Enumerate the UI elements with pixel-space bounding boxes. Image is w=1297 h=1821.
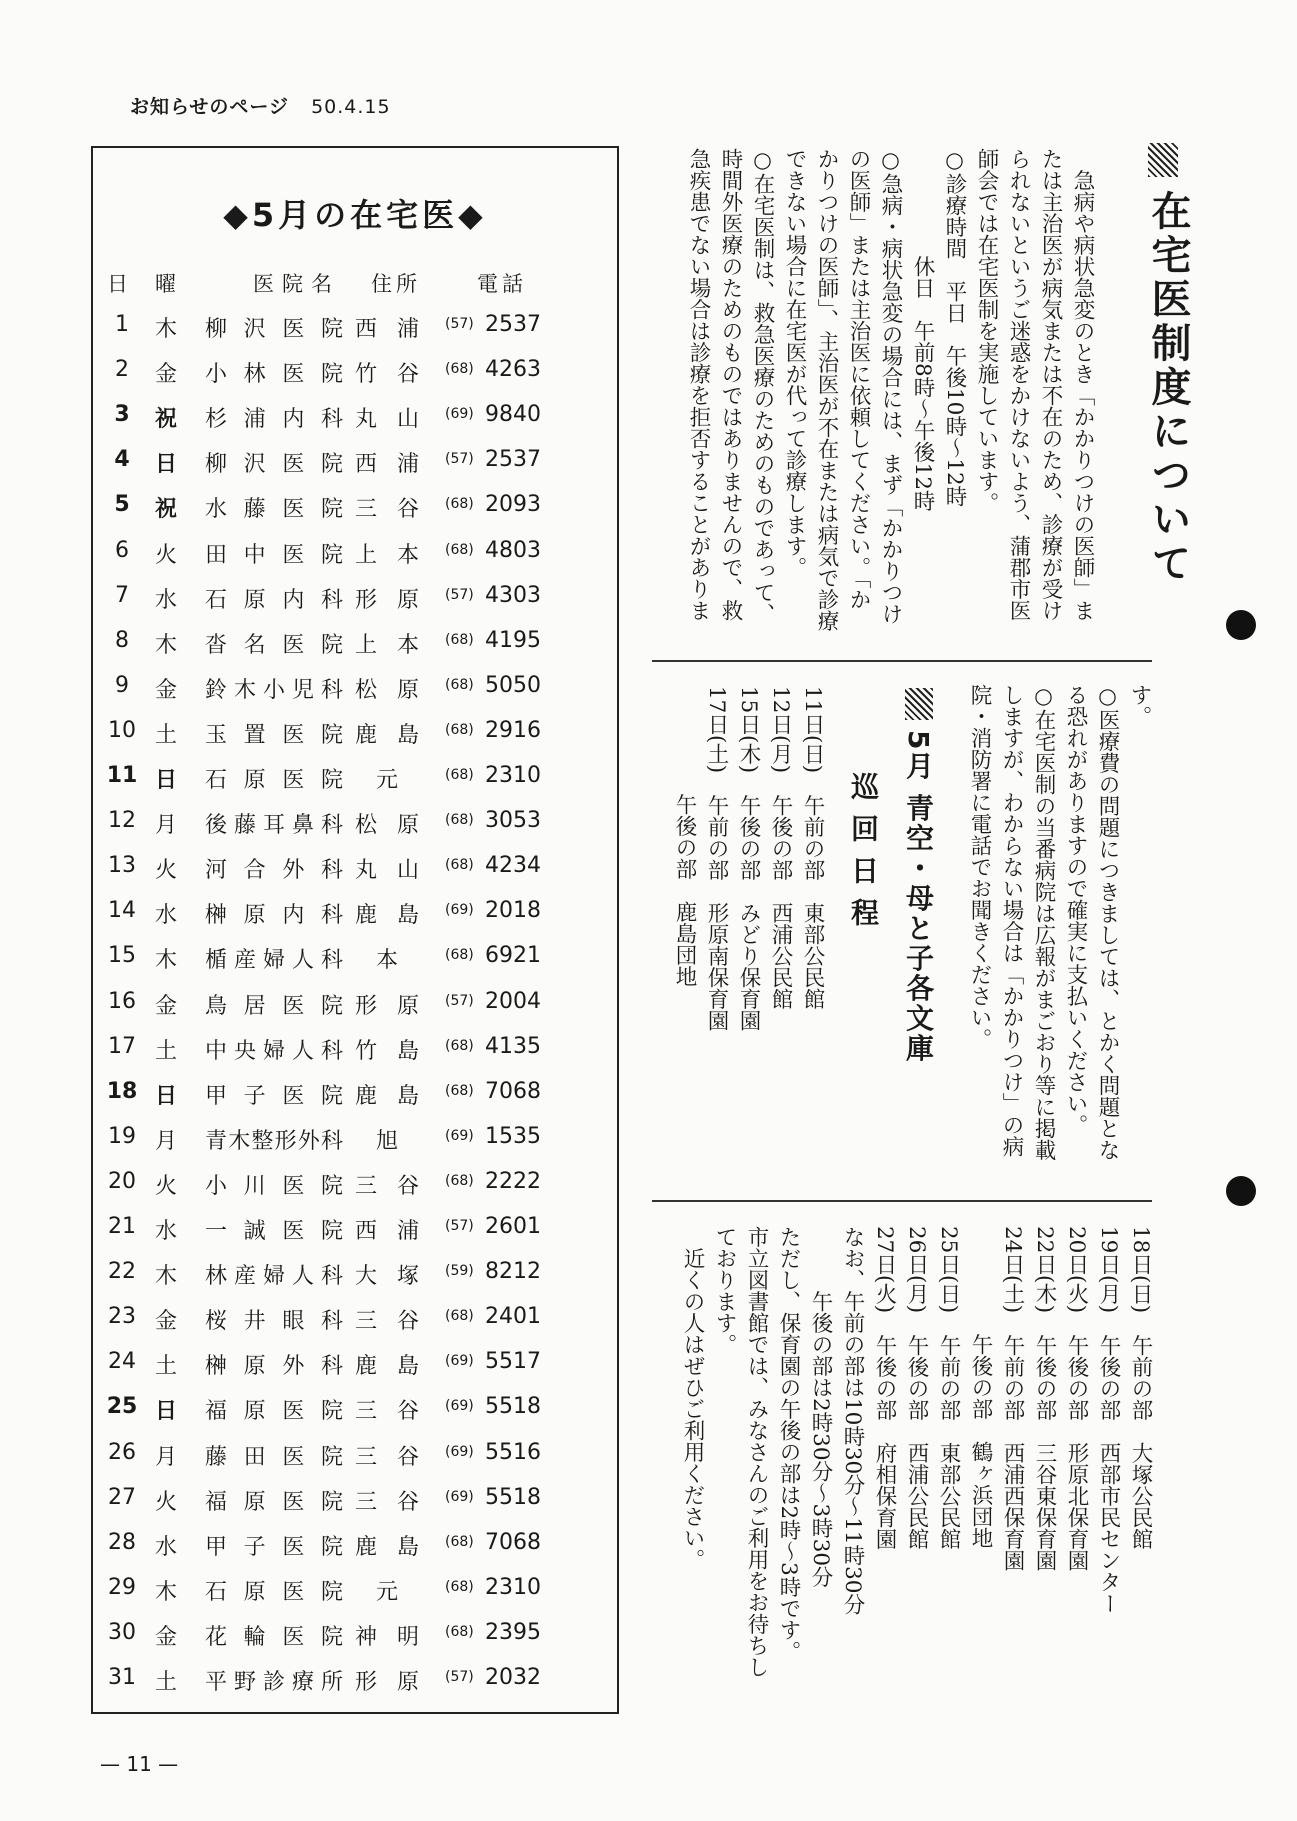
address-cell: 鹿島 (355, 903, 419, 929)
area-code-cell: (68) (445, 721, 474, 738)
address-cell: 西浦 (355, 317, 419, 342)
text-line: 20日(火) 午後の部 形原北保育園 (1064, 1226, 1089, 1572)
clinic-name-cell: 桜井眼科 (205, 1309, 343, 1335)
table-row (93, 1394, 617, 1434)
dow-cell: 火 (154, 1173, 177, 1199)
day-cell: 22 (108, 1259, 136, 1285)
phone-number-cell: 7068 (485, 1078, 541, 1104)
text-line: 15日(木) 午後の部 みどり保育園 (736, 686, 761, 1032)
table-row (93, 1485, 617, 1525)
day-cell: 5 (114, 492, 130, 518)
address-cell: 上本 (355, 542, 419, 568)
area-code-cell: (68) (445, 947, 474, 964)
schedule-title: ◆5月の在宅医◆ (223, 196, 487, 234)
text-line: る恐れがありますので確実に支払いください。 (1063, 684, 1088, 1136)
dow-cell: 月 (154, 1128, 177, 1154)
day-cell: 29 (108, 1574, 136, 1600)
area-code-cell: (68) (445, 1172, 474, 1189)
dow-cell: 金 (154, 362, 177, 388)
dow-cell: 金 (154, 1309, 177, 1335)
clinic-name-cell: 田中医院 (205, 542, 343, 568)
table-row (93, 1214, 617, 1254)
text-line: 院・消防署に電話でお聞きください。 (967, 684, 992, 1050)
phone-number-cell: 4303 (485, 582, 541, 608)
phone-number-cell: 4135 (485, 1033, 541, 1059)
address-cell: 神明 (355, 1624, 419, 1650)
day-cell: 16 (108, 988, 136, 1014)
clinic-name-cell: 鳥居医院 (205, 993, 343, 1019)
day-cell: 28 (108, 1529, 136, 1555)
text-line: たは主治医が病気または不在のため、診療が受け (1038, 148, 1063, 621)
area-code-cell: (68) (445, 857, 474, 874)
clinic-name-cell: 楯産婦人科 (205, 948, 343, 974)
area-code-cell: (68) (445, 1308, 474, 1325)
dow-cell: 月 (154, 1444, 177, 1470)
day-cell: 14 (108, 898, 136, 924)
area-code-cell: (57) (445, 1218, 474, 1234)
clinic-name-cell: 林産婦人科 (205, 1264, 343, 1290)
clinic-name-cell: 石原医院 (205, 768, 343, 793)
table-row (93, 1259, 617, 1299)
dow-cell: 金 (154, 677, 177, 703)
day-cell: 19 (108, 1123, 136, 1149)
divider (652, 660, 1152, 662)
text-line: しますが、わからない場合は「かかりつけ」の病 (999, 684, 1024, 1157)
dow-cell: 土 (154, 722, 177, 748)
phone-number-cell: 2093 (485, 492, 541, 518)
clinic-name-cell: 後藤耳鼻科 (205, 813, 343, 839)
binding-hole-2 (1226, 1176, 1256, 1206)
col-header-dow: 曜 (155, 272, 176, 296)
text-line: 師会では在宅医制を実施しています。 (974, 148, 999, 514)
clinic-name-cell: 福原医院 (205, 1489, 343, 1515)
dow-cell: 金 (154, 993, 177, 1019)
col-header-phone: 電話 (477, 272, 527, 296)
clinic-name-cell: 甲子医院 (205, 1083, 343, 1109)
dow-cell: 祝 (154, 497, 177, 523)
text-line: 市立図書館では、みなさんのご利用をお待ちし (744, 1226, 769, 1678)
phone-number-cell: 9840 (485, 402, 541, 428)
day-cell: 7 (115, 582, 129, 608)
clinic-name-cell: 甲子医院 (205, 1534, 343, 1560)
text-line: られないというご迷惑をかけないよう、蒲郡市医 (1006, 148, 1031, 621)
clinic-name-cell: 柳沢医院 (205, 452, 343, 478)
text-line: ○医療費の問題につきましては、とかく問題とな (1095, 684, 1120, 1161)
day-cell: 20 (108, 1168, 136, 1194)
day-cell: 21 (108, 1214, 136, 1239)
dow-cell: 木 (154, 1264, 177, 1290)
clinic-name-cell: 石原医院 (205, 1579, 343, 1605)
address-cell: 形原 (355, 1670, 419, 1695)
day-cell: 4 (114, 447, 130, 473)
day-cell: 26 (108, 1439, 136, 1465)
divider-2 (652, 1200, 1152, 1202)
dow-cell: 水 (154, 1219, 177, 1244)
area-code-cell: (69) (445, 406, 474, 423)
text-line: 午後の部 鶴ヶ浜団地 (968, 1226, 993, 1549)
phone-number-cell: 4803 (485, 537, 541, 563)
day-cell: 1 (115, 312, 129, 337)
clinic-name-cell: 小林医院 (205, 362, 343, 388)
area-code-cell: (69) (445, 1398, 474, 1415)
text-line: 急疾患でない場合は診療を拒否することがありま (686, 148, 711, 621)
text-line: 24日(土) 午前の部 西浦西保育園 (1000, 1226, 1025, 1572)
text-line: なお、午前の部は10時30分〜11時30分 (840, 1226, 865, 1615)
day-cell: 27 (108, 1484, 136, 1510)
address-cell: 本 (375, 948, 398, 974)
text-line: ております。 (712, 1226, 737, 1355)
phone-number-cell: 2537 (485, 447, 541, 473)
area-code-cell: (69) (445, 1127, 474, 1144)
library-schedule-part1 (648, 686, 828, 1036)
clinic-name-cell: 沓名医院 (205, 632, 343, 658)
table-row (93, 808, 617, 848)
dow-cell: 木 (154, 948, 177, 974)
dow-cell: 土 (154, 1670, 177, 1695)
phone-number-cell: 5516 (485, 1439, 541, 1465)
phone-number-cell: 2310 (485, 763, 541, 788)
area-code-cell: (57) (445, 1669, 474, 1685)
header-date: 50.4.15 (311, 96, 391, 118)
area-code-cell: (69) (445, 1488, 474, 1505)
address-cell: 上本 (355, 632, 419, 658)
area-code-cell: (68) (445, 631, 474, 648)
text-line: 時間外医療のためのものではありませんので、救 (718, 148, 743, 621)
header-title: お知らせのページ (130, 96, 290, 118)
area-code-cell: (68) (445, 812, 474, 829)
text-line: 11日(日) 午前の部 東部公民館 (800, 686, 825, 1010)
address-cell: 三谷 (355, 497, 419, 523)
day-cell: 23 (108, 1304, 136, 1330)
dow-cell: 木 (154, 1579, 177, 1605)
area-code-cell: (68) (445, 1533, 474, 1550)
area-code-cell: (68) (445, 1578, 474, 1595)
day-cell: 3 (114, 402, 130, 428)
phone-number-cell: 2222 (485, 1168, 541, 1194)
phone-number-cell: 5518 (485, 1484, 541, 1510)
area-code-cell: (68) (445, 496, 474, 513)
clinic-name-cell: 花輪医院 (205, 1624, 343, 1650)
area-code-cell: (69) (445, 902, 474, 919)
text-line: かりつけの医師」、主治医が不在または病気で診療 (814, 148, 839, 632)
day-cell: 17 (108, 1033, 136, 1059)
phone-number-cell: 3053 (485, 808, 541, 834)
dow-cell: 火 (154, 858, 177, 884)
text-line: 19日(月) 午後の部 西部市民センター (1096, 1226, 1121, 1615)
hatch-mark (1148, 143, 1178, 177)
dow-cell: 祝 (154, 407, 177, 433)
table-row (93, 402, 617, 442)
text-line: 午後の部は2時30分〜3時30分 (808, 1226, 833, 1588)
phone-number-cell: 5518 (485, 1394, 541, 1420)
table-row (93, 1124, 617, 1164)
phone-number-cell: 4263 (485, 357, 541, 383)
dow-cell: 日 (154, 1083, 177, 1109)
article-body-cont (963, 684, 1155, 1161)
dow-cell: 木 (154, 317, 177, 342)
table-row (93, 673, 617, 713)
text-line: 25日(日) 午前の部 東部公民館 (936, 1226, 961, 1550)
table-row (93, 1079, 617, 1119)
table-row (93, 1169, 617, 1209)
text-line: ただし、保育園の午後の部は2時〜3時です。 (776, 1226, 801, 1662)
address-cell: 三谷 (355, 1309, 419, 1335)
phone-number-cell: 2004 (485, 988, 541, 1014)
address-cell: 三谷 (355, 1489, 419, 1515)
phone-number-cell: 2537 (485, 312, 541, 337)
area-code-cell: (68) (445, 767, 474, 783)
dow-cell: 日 (154, 1399, 177, 1425)
day-cell: 30 (108, 1619, 136, 1645)
text-line: 27日(火) 午後の部 府相保育園 (872, 1226, 897, 1550)
day-cell: 11 (106, 763, 138, 788)
phone-number-cell: 2310 (485, 1574, 541, 1600)
dow-cell: 水 (154, 587, 177, 613)
table-row (93, 989, 617, 1029)
hatch-mark-2 (905, 688, 933, 720)
page-number: — 11 — (100, 1752, 179, 1776)
area-code-cell: (68) (445, 1037, 474, 1054)
table-row (93, 853, 617, 893)
clinic-name-cell: 榊原外科 (205, 1354, 343, 1380)
phone-number-cell: 7068 (485, 1529, 541, 1555)
clinic-name-cell: 小川医院 (205, 1173, 343, 1199)
day-cell: 18 (106, 1078, 138, 1104)
area-code-cell: (57) (445, 451, 474, 468)
address-cell: 三谷 (355, 1444, 419, 1470)
schedule-box (91, 146, 619, 1714)
day-cell: 15 (108, 943, 136, 969)
table-row (93, 763, 617, 803)
library-subtitle: 巡回日程 (847, 772, 880, 940)
dow-cell: 木 (154, 632, 177, 658)
area-code-cell: (68) (445, 541, 474, 558)
article-body (650, 148, 1098, 648)
library-title: 5月 青空・母と子各文庫 (902, 730, 935, 1064)
text-line: す。 (1127, 684, 1152, 727)
phone-number-cell: 4234 (485, 853, 541, 879)
day-cell: 25 (106, 1394, 138, 1420)
table-row (93, 718, 617, 758)
text-line: 近くの人はぜひご利用ください。 (680, 1226, 705, 1570)
table-row (93, 583, 617, 623)
day-cell: 2 (115, 357, 129, 383)
dow-cell: 土 (154, 1038, 177, 1064)
clinic-name-cell: 玉置医院 (205, 722, 343, 748)
text-line: 26日(月) 午後の部 西浦公民館 (904, 1226, 929, 1550)
table-row (93, 538, 617, 578)
table-row (93, 1530, 617, 1570)
table-row (93, 1349, 617, 1389)
address-cell: 三谷 (355, 1173, 419, 1199)
table-row (93, 357, 617, 397)
phone-number-cell: 5517 (485, 1349, 541, 1375)
text-line: 17日(土) 午前の部 形原南保育園 (704, 686, 729, 1032)
dow-cell: 日 (154, 452, 177, 478)
address-cell: 竹島 (355, 1038, 419, 1064)
text-line: の医師」または主治医に依頼してください。「か (846, 148, 871, 611)
library-schedule-part2 (648, 1226, 1156, 1746)
dow-cell: 月 (154, 813, 177, 839)
table-row (93, 492, 617, 532)
clinic-name-cell: 一誠医院 (205, 1219, 343, 1244)
phone-number-cell: 8212 (485, 1259, 541, 1285)
table-row (93, 898, 617, 938)
address-cell: 松原 (355, 813, 419, 839)
phone-number-cell: 2401 (485, 1304, 541, 1330)
clinic-name-cell: 柳沢医院 (205, 317, 343, 342)
area-code-cell: (68) (445, 676, 474, 693)
col-header-addr: 住所 (371, 272, 421, 296)
clinic-name-cell: 鈴木小児科 (205, 677, 343, 703)
day-cell: 8 (115, 627, 129, 653)
dow-cell: 日 (154, 768, 177, 793)
address-cell: 松原 (355, 677, 419, 703)
day-cell: 9 (115, 672, 129, 698)
address-cell: 丸山 (355, 407, 419, 433)
table-row (93, 312, 617, 352)
address-cell: 三谷 (355, 1399, 419, 1425)
phone-number-cell: 2916 (485, 717, 541, 743)
clinic-name-cell: 石原内科 (205, 587, 343, 613)
area-code-cell: (59) (445, 1263, 474, 1280)
address-cell: 丸山 (355, 858, 419, 884)
clinic-name-cell: 福原医院 (205, 1399, 343, 1425)
address-cell: 西浦 (355, 452, 419, 478)
day-cell: 31 (108, 1665, 136, 1690)
phone-number-cell: 2601 (485, 1214, 541, 1239)
phone-number-cell: 2018 (485, 898, 541, 924)
day-cell: 13 (108, 853, 136, 879)
table-row (93, 1665, 617, 1705)
address-cell: 鹿島 (355, 1083, 419, 1109)
day-cell: 6 (115, 537, 129, 563)
text-line: 12日(月) 午後の部 西浦公民館 (768, 686, 793, 1010)
clinic-name-cell: 杉浦内科 (205, 407, 343, 433)
clinic-name-cell: 藤田医院 (205, 1444, 343, 1470)
col-header-day: 日 (107, 272, 128, 296)
area-code-cell: (69) (445, 1353, 474, 1370)
dow-cell: 火 (154, 1489, 177, 1515)
article-title: 在宅医制度について (1145, 190, 1191, 586)
table-row (93, 1620, 617, 1660)
text-line: 22日(木) 午後の部 三谷東保育園 (1032, 1226, 1057, 1572)
day-cell: 10 (108, 717, 136, 743)
page-header (130, 92, 391, 119)
text-line: ○診療時間 平日 午後10時〜12時 (942, 148, 967, 508)
text-line: ○在宅医制の当番病院は広報がまごおり等に掲載 (1031, 684, 1056, 1161)
text-line: 休日 午前8時〜午後12時 (910, 148, 935, 512)
area-code-cell: (57) (445, 586, 474, 603)
text-line: ○在宅医制は、救急医療のためのものであって、 (750, 148, 775, 625)
address-cell: 鹿島 (355, 722, 419, 748)
clinic-name-cell: 水藤医院 (205, 497, 343, 523)
binding-hole (1226, 610, 1256, 640)
dow-cell: 水 (154, 1534, 177, 1560)
clinic-name-cell: 榊原内科 (205, 903, 343, 929)
dow-cell: 火 (154, 542, 177, 568)
text-line: 急病や病状急変のとき「かかりつけの医師」ま (1070, 148, 1095, 621)
address-cell: 形原 (355, 587, 419, 613)
day-cell: 24 (108, 1349, 136, 1375)
area-code-cell: (57) (445, 316, 474, 332)
dow-cell: 土 (154, 1354, 177, 1380)
address-cell: 形原 (355, 993, 419, 1019)
dow-cell: 水 (154, 903, 177, 929)
address-cell: 竹谷 (355, 362, 419, 388)
table-row (93, 1440, 617, 1480)
phone-number-cell: 2032 (485, 1665, 541, 1690)
clinic-name-cell: 青木整形外科 (205, 1128, 343, 1154)
clinic-name-cell: 平野診療所 (205, 1670, 343, 1695)
address-cell: 西浦 (355, 1219, 419, 1244)
table-row (93, 1034, 617, 1074)
phone-number-cell: 6921 (485, 943, 541, 969)
area-code-cell: (68) (445, 1623, 474, 1640)
address-cell: 元 (375, 1579, 398, 1605)
address-cell: 旭 (375, 1128, 398, 1154)
phone-number-cell: 4195 (485, 627, 541, 653)
table-row (93, 943, 617, 983)
text-line: ○急病・病状急変の場合には、まず「かかりつけ (878, 148, 903, 625)
address-cell: 大塚 (355, 1264, 419, 1290)
day-cell: 12 (108, 808, 136, 834)
area-code-cell: (68) (445, 1082, 474, 1099)
phone-number-cell: 5050 (485, 672, 541, 698)
area-code-cell: (68) (445, 361, 474, 378)
clinic-name-cell: 河合外科 (205, 858, 343, 884)
address-cell: 鹿島 (355, 1354, 419, 1380)
text-line: できない場合に在宅医が代って診療します。 (782, 148, 807, 578)
text-line: 午後の部 鹿島団地 (672, 686, 697, 987)
table-row (93, 1304, 617, 1344)
dow-cell: 金 (154, 1624, 177, 1650)
col-header-name: 医院名 (253, 272, 340, 296)
table-row (93, 1575, 617, 1615)
table-row (93, 628, 617, 668)
address-cell: 元 (375, 768, 398, 793)
address-cell: 鹿島 (355, 1534, 419, 1560)
phone-number-cell: 2395 (485, 1619, 541, 1645)
text-line: 18日(日) 午前の部 大塚公民館 (1128, 1226, 1153, 1550)
clinic-name-cell: 中央婦人科 (205, 1038, 343, 1064)
area-code-cell: (69) (445, 1443, 474, 1460)
phone-number-cell: 1535 (485, 1123, 541, 1149)
table-row (93, 447, 617, 487)
area-code-cell: (57) (445, 992, 474, 1009)
